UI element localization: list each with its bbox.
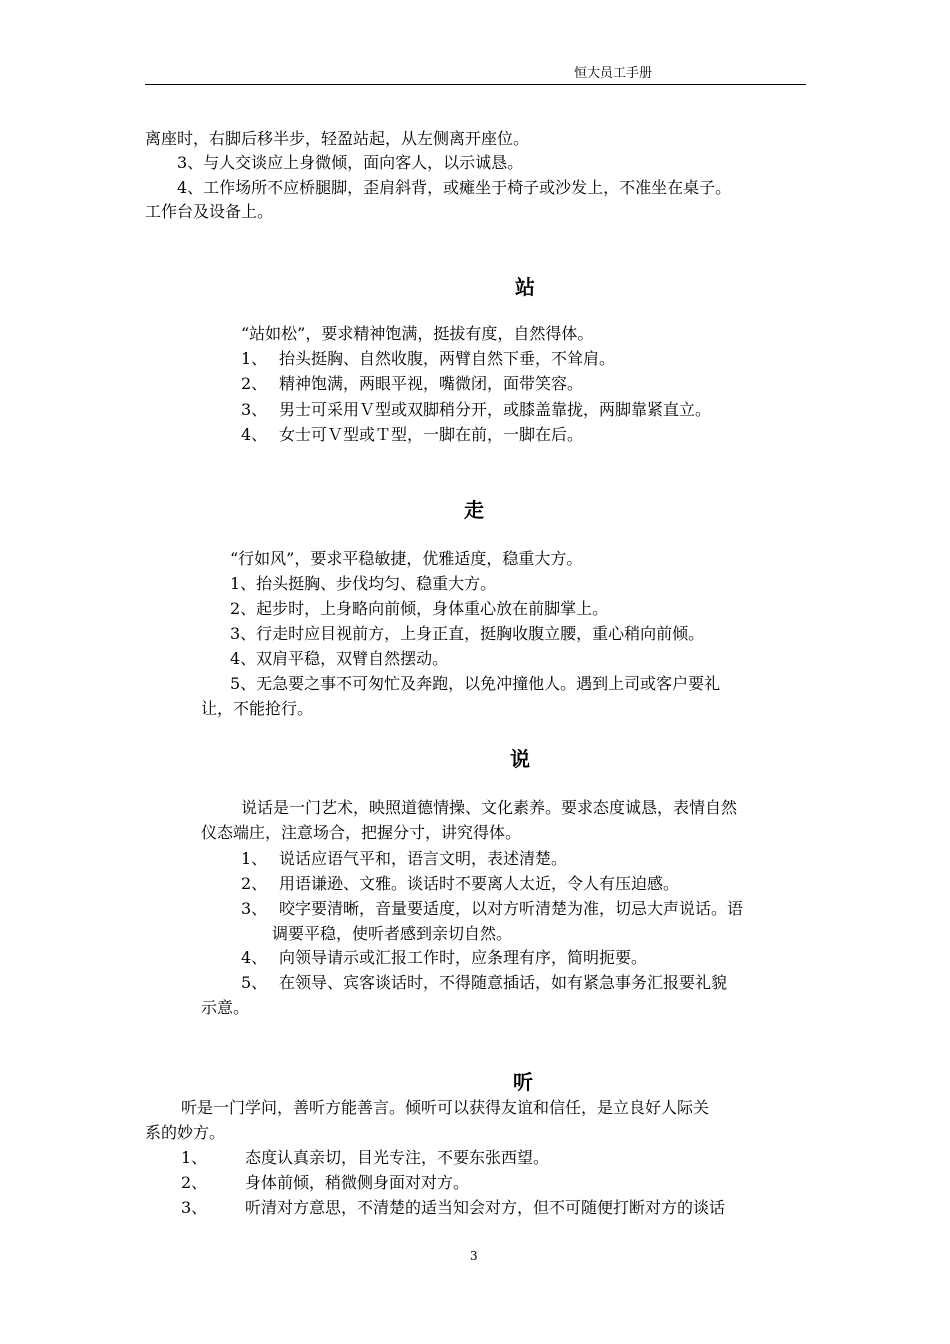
page-number: 3 bbox=[470, 1249, 478, 1263]
stand-intro: “站如松”，要求精神饱满，挺拔有度，自然得体。 bbox=[241, 324, 594, 343]
listen-item-3-text: 听清对方意思，不清楚的适当知会对方，但不可随便打断对方的谈话 bbox=[245, 1198, 726, 1217]
listen-intro: 听是一门学问，善听方能善言。倾听可以获得友谊和信任，是立良好人际关 bbox=[181, 1098, 710, 1117]
walk-intro: “行如风”，要求平稳敏捷，优雅适度，稳重大方。 bbox=[230, 549, 583, 568]
speak-item-4-text: 向领导请示或汇报工作时，应条理有序，简明扼要。 bbox=[279, 948, 648, 967]
listen-item-1-text: 态度认真亲切，目光专注，不要东张西望。 bbox=[245, 1148, 550, 1167]
speak-item-5-cont: 示意。 bbox=[201, 998, 250, 1017]
walk-item-4: 4、双肩平稳，双臂自然摆动。 bbox=[230, 649, 449, 668]
walk-item-1: 1、抬头挺胸、步伐均匀、稳重大方。 bbox=[230, 574, 497, 593]
listen-item-1-num: 1、 bbox=[181, 1148, 208, 1167]
walk-item-2: 2、起步时，上身略向前倾，身体重心放在前脚掌上。 bbox=[230, 599, 609, 618]
section-title-stand: 站 bbox=[515, 275, 535, 299]
stand-item-1-text: 抬头挺胸、自然收腹，两臂自然下垂，不耸肩。 bbox=[279, 349, 616, 368]
walk-item-5: 5、无急要之事不可匆忙及奔跑，以免冲撞他人。遇到上司或客户要礼 bbox=[230, 674, 721, 693]
stand-item-4-num: 4、 bbox=[241, 425, 268, 444]
stand-item-2-text: 精神饱满，两眼平视，嘴微闭，面带笑容。 bbox=[279, 374, 584, 393]
header-rule bbox=[145, 84, 806, 85]
walk-item-3: 3、行走时应目视前方，上身正直，挺胸收腹立腰，重心稍向前倾。 bbox=[230, 624, 705, 643]
speak-item-5-num: 5、 bbox=[241, 973, 268, 992]
speak-item-5-text: 在领导、宾客谈话时，不得随意插话，如有紧急事务汇报要礼貌 bbox=[279, 973, 728, 992]
listen-item-2-text: 身体前倾，稍微侧身面对对方。 bbox=[245, 1173, 470, 1192]
section-title-speak: 说 bbox=[510, 747, 530, 771]
speak-item-1-text: 说话应语气平和，语言文明，表述清楚。 bbox=[279, 849, 568, 868]
stand-item-2-num: 2、 bbox=[241, 374, 268, 393]
listen-intro-cont: 系的妙方。 bbox=[145, 1123, 226, 1142]
sit-item-4: 4、工作场所不应桥腿脚，歪肩斜背，或瘫坐于椅子或沙发上，不准坐在桌子。 bbox=[177, 178, 732, 197]
sit-item-4-cont: 工作台及设备上。 bbox=[145, 202, 274, 221]
sit-continued-line: 离座时，右脚后移半步，轻盈站起，从左侧离开座位。 bbox=[145, 129, 530, 148]
stand-item-3-text: 男士可采用Ｖ型或双脚稍分开，或膝盖靠拢，两脚靠紧直立。 bbox=[279, 400, 712, 419]
sit-item-3: 3、与人交谈应上身微倾，面向客人，以示诚恳。 bbox=[177, 153, 524, 172]
speak-item-2-num: 2、 bbox=[241, 874, 268, 893]
stand-item-3-num: 3、 bbox=[241, 400, 268, 419]
speak-item-2-text: 用语谦逊、文雅。谈话时不要离人太近，令人有压迫感。 bbox=[279, 874, 680, 893]
walk-item-5-cont: 让，不能抢行。 bbox=[201, 699, 314, 718]
speak-item-3-text: 咬字要清晰，音量要适度，以对方听清楚为准，切忌大声说话。语 bbox=[279, 899, 744, 918]
running-header: 恒大员工手册 bbox=[574, 66, 653, 81]
listen-item-2-num: 2、 bbox=[181, 1173, 208, 1192]
section-title-listen: 听 bbox=[513, 1070, 533, 1094]
speak-item-1-num: 1、 bbox=[241, 849, 268, 868]
stand-item-1-num: 1、 bbox=[241, 349, 268, 368]
stand-item-4-text: 女士可Ｖ型或Ｔ型，一脚在前，一脚在后。 bbox=[279, 425, 584, 444]
speak-intro-cont: 仪态端庄，注意场合，把握分寸，讲究得体。 bbox=[201, 823, 522, 842]
speak-item-3-cont: 调要平稳，使听者感到亲切自然。 bbox=[272, 924, 513, 943]
listen-item-3-num: 3、 bbox=[181, 1198, 208, 1217]
speak-item-4-num: 4、 bbox=[241, 948, 268, 967]
speak-item-3-num: 3、 bbox=[241, 899, 268, 918]
speak-intro: 说话是一门艺术，映照道德情操、文化素养。要求态度诚恳，表情自然 bbox=[241, 798, 738, 817]
section-title-walk: 走 bbox=[464, 498, 484, 522]
